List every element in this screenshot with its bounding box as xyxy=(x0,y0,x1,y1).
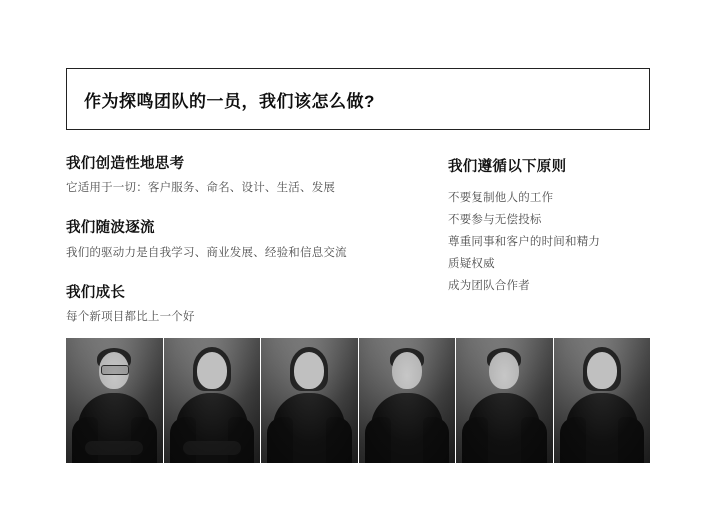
left-column xyxy=(66,155,448,326)
photo-vignette xyxy=(359,338,456,463)
content-columns xyxy=(66,155,650,326)
list-item: 尊重同事和客户的时间和精力 xyxy=(448,236,601,249)
head-shape xyxy=(294,352,324,389)
block-heading: 我们创造性地思考 xyxy=(66,156,185,172)
title-box xyxy=(66,68,650,130)
page-title: 作为探鸣团队的一员，我们该怎么做? xyxy=(84,91,375,111)
team-member-6-photo xyxy=(554,338,651,463)
team-member-3-photo xyxy=(261,338,358,463)
photo-vignette xyxy=(66,338,163,463)
block-heading: 我们随波逐流 xyxy=(66,220,155,237)
team-portrait-strip xyxy=(66,338,650,463)
team-member-1-photo xyxy=(66,338,163,463)
head-shape xyxy=(197,352,227,389)
block-body: 每个新项目都比上一个好 xyxy=(66,310,195,323)
right-column xyxy=(448,155,650,326)
photo-vignette xyxy=(456,338,553,463)
principles-heading: 我们遵循以下原则 xyxy=(448,159,567,175)
content-block xyxy=(66,284,448,326)
team-member-5-photo xyxy=(456,338,553,463)
block-body: 我们的驱动力是自我学习、商业发展、经验和信息交流 xyxy=(66,246,347,259)
content-block xyxy=(66,155,448,197)
list-item: 不要参与无偿投标 xyxy=(448,214,542,227)
list-item: 质疑权威 xyxy=(448,258,495,271)
head-shape xyxy=(587,352,617,389)
list-item: 成为团队合作者 xyxy=(448,280,530,293)
block-body: 它适用于一切：客户服务、命名、设计、生活、发展 xyxy=(66,182,336,195)
content-block xyxy=(66,219,448,261)
block-heading: 我们成长 xyxy=(66,284,126,301)
team-member-2-photo xyxy=(164,338,261,463)
principles-list xyxy=(448,187,650,297)
team-member-4-photo xyxy=(359,338,456,463)
list-item: 不要复制他人的工作 xyxy=(448,192,554,204)
glasses-icon xyxy=(101,365,129,375)
